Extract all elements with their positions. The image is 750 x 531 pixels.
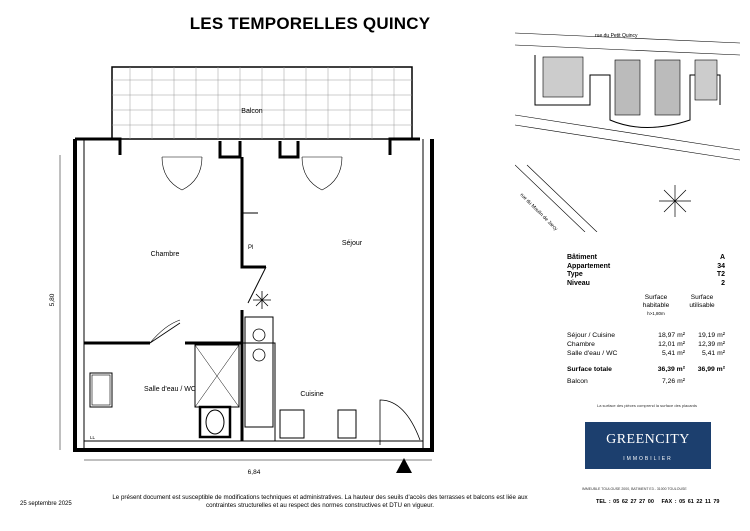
row-value: T2 <box>716 271 725 279</box>
balcon-name: Balcon <box>567 377 588 385</box>
surface-table <box>567 254 725 386</box>
ventilation-icon <box>253 291 271 309</box>
surface-name: Salle d'eau / WC <box>567 349 618 357</box>
room-label-sejour: Séjour <box>341 240 363 247</box>
row-value: 2 <box>721 279 725 287</box>
room-label-cuisine: Cuisine <box>300 391 324 398</box>
table-row <box>567 263 725 272</box>
balcon-hab: 7,26 m² <box>661 377 685 385</box>
street-top: rue du Petit Quincy <box>595 33 638 39</box>
table-row <box>567 254 725 263</box>
compass-icon <box>659 185 691 217</box>
room-label-ll: LL <box>90 435 96 440</box>
surface-note: La surface des pièces comprend la surface des placards <box>596 403 698 408</box>
surface-hab: 5,41 m² <box>661 349 685 357</box>
surface-util: 19,19 m² <box>698 332 725 340</box>
col-utilisable: Surface utilisable <box>689 294 715 310</box>
surface-name: Séjour / Cuisine <box>567 332 615 340</box>
balcony-area <box>112 67 412 139</box>
site-plan <box>515 25 740 232</box>
row-label: Bâtiment <box>567 254 597 261</box>
total-util: 36,99 m² <box>697 365 725 373</box>
table-row <box>567 271 725 280</box>
document-date: 25 septembre 2025 <box>20 501 72 507</box>
fax: FAX : 05 61 22 11 79 <box>661 499 720 505</box>
floor-plan <box>40 55 460 485</box>
phone-numbers <box>596 499 719 505</box>
table-row <box>567 350 725 359</box>
room-label-salle-eau: Salle d'eau / WC <box>144 386 196 393</box>
total-hab: 36,39 m² <box>657 365 685 373</box>
address: IMMEUBLE TOULOUSE 2000, BATIMENT E3 - 31000 TOULOUSE <box>582 487 687 491</box>
total-name: Surface totale <box>567 365 612 373</box>
col-habitable-sub: h>1,80m <box>647 311 665 317</box>
table-row <box>567 341 725 350</box>
col-habitable: Surface habitable <box>642 294 670 310</box>
row-label: Type <box>567 271 583 279</box>
walls <box>75 139 432 450</box>
room-label-balcon: Balcon <box>241 108 263 115</box>
page-title: LES TEMPORELLES QUINCY <box>189 14 431 33</box>
table-row-balcon <box>567 378 725 387</box>
room-label-placard: Pl <box>248 245 254 251</box>
surface-hab: 18,97 m² <box>658 332 685 340</box>
row-value: A <box>719 254 725 261</box>
logo-main: GREENCITY <box>606 432 690 447</box>
disclaimer: Le présent document est susceptible de modifications techniques et administratives. La hauteur des seuils d'accès des terrasses et balcons est liée aux contraintes structurelles et au respect des normes constructives et DTU en vigueur. <box>112 494 528 509</box>
row-label: Appartement <box>567 262 611 270</box>
dimension-width: 6,84 <box>247 469 261 476</box>
logo-sub: IMMOBILIER <box>623 456 673 462</box>
surface-hab: 12,01 m² <box>658 341 685 349</box>
table-row <box>567 280 725 289</box>
dimension-height: 5,80 <box>49 293 56 307</box>
surface-name: Chambre <box>567 341 595 349</box>
greencity-logo <box>585 422 711 469</box>
tel: TEL : 05 62 27 27 00 <box>596 499 654 505</box>
surface-util: 5,41 m² <box>701 349 725 357</box>
surface-header <box>567 294 725 318</box>
street-left: rue du Moulin de Jarcy <box>518 192 559 232</box>
surface-util: 12,39 m² <box>698 341 725 349</box>
table-row <box>567 332 725 341</box>
row-value: 34 <box>717 262 725 270</box>
room-label-chambre: Chambre <box>150 251 180 258</box>
table-row-total <box>567 366 725 375</box>
row-label: Niveau <box>567 279 590 287</box>
